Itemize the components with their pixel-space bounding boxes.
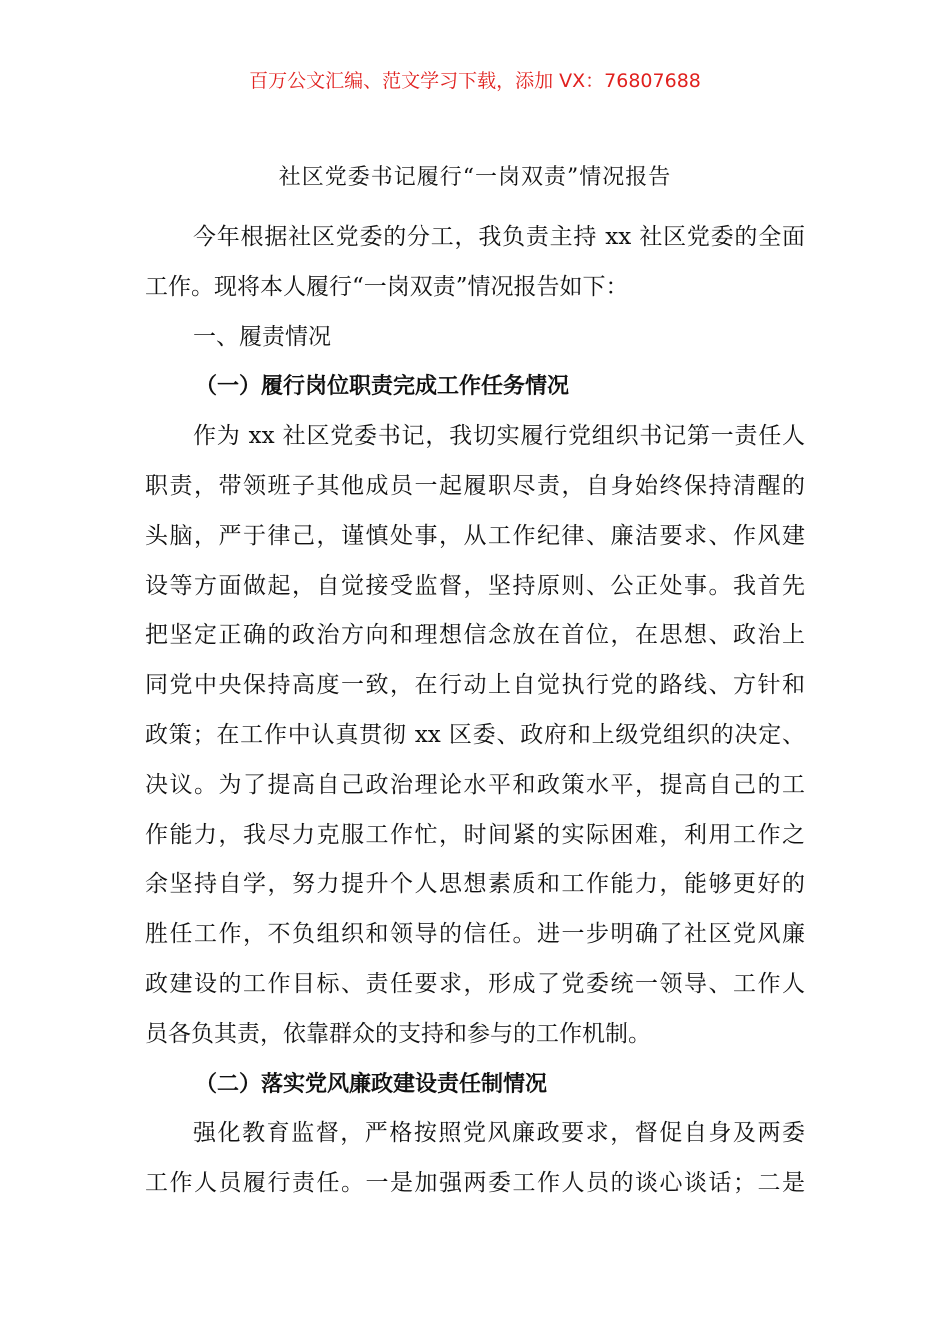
subsection-heading: （二）落实党风廉政建设责任制情况 <box>195 1071 548 1097</box>
document-title: 社区党委书记履行“一岗双责”情况报告 <box>278 165 672 190</box>
document-body <box>145 213 805 1209</box>
section-heading: 一、履责情况 <box>193 323 331 350</box>
paragraph-line: 把坚定正确的政治方向和理想信念放在首位，在思想、政治上 <box>145 622 805 649</box>
paragraph-line: 决议。为了提高自己政治理论水平和政策水平，提高自己的工 <box>145 771 805 798</box>
subsection-heading: （一）履行岗位职责完成工作任务情况 <box>195 374 570 400</box>
paragraph-line: 设等方面做起，自觉接受监督，坚持原则、公正处事。我首先 <box>145 572 805 599</box>
paragraph-line: 今年根据社区党委的分工，我负责主持 xx 社区党委的全面 <box>193 224 805 250</box>
paragraph-line: 员各负其责，依靠群众的支持和参与的工作机制。 <box>145 1020 651 1047</box>
paragraph-line: 工作。现将本人履行“一岗双责”情况报告如下： <box>145 273 629 300</box>
paragraph-line: 余坚持自学，努力提升个人思想素质和工作能力，能够更好的 <box>145 871 805 898</box>
paragraph-line: 作能力，我尽力克服工作忙，时间紧的实际困难，利用工作之 <box>145 821 805 848</box>
paragraph-line: 同党中央保持高度一致，在行动上自觉执行党的路线、方针和 <box>145 672 805 699</box>
paragraph-line: 政策；在工作中认真贯彻 xx 区委、政府和上级党组织的决定、 <box>145 721 805 748</box>
paragraph-line: 政建设的工作目标、责任要求，形成了党委统一领导、工作人 <box>145 970 805 997</box>
paragraph-line: 强化教育监督，严格按照党风廉政要求，督促自身及两委 <box>193 1120 805 1147</box>
paragraph-line: 胜任工作，不负组织和领导的信任。进一步明确了社区党风廉 <box>145 921 805 948</box>
header-banner: 百万公文汇编、范文学习下载，添加 VX：76807688 <box>249 70 701 92</box>
paragraph-line: 作为 xx 社区党委书记，我切实履行党组织书记第一责任人 <box>193 423 805 450</box>
paragraph-line: 头脑，严于律己，谨慎处事，从工作纪律、廉洁要求、作风建 <box>145 522 805 549</box>
paragraph-line: 职责，带领班子其他成员一起履职尽责，自身始终保持清醒的 <box>145 472 805 499</box>
paragraph-line: 工作人员履行责任。一是加强两委工作人员的谈心谈话；二是 <box>145 1170 805 1197</box>
